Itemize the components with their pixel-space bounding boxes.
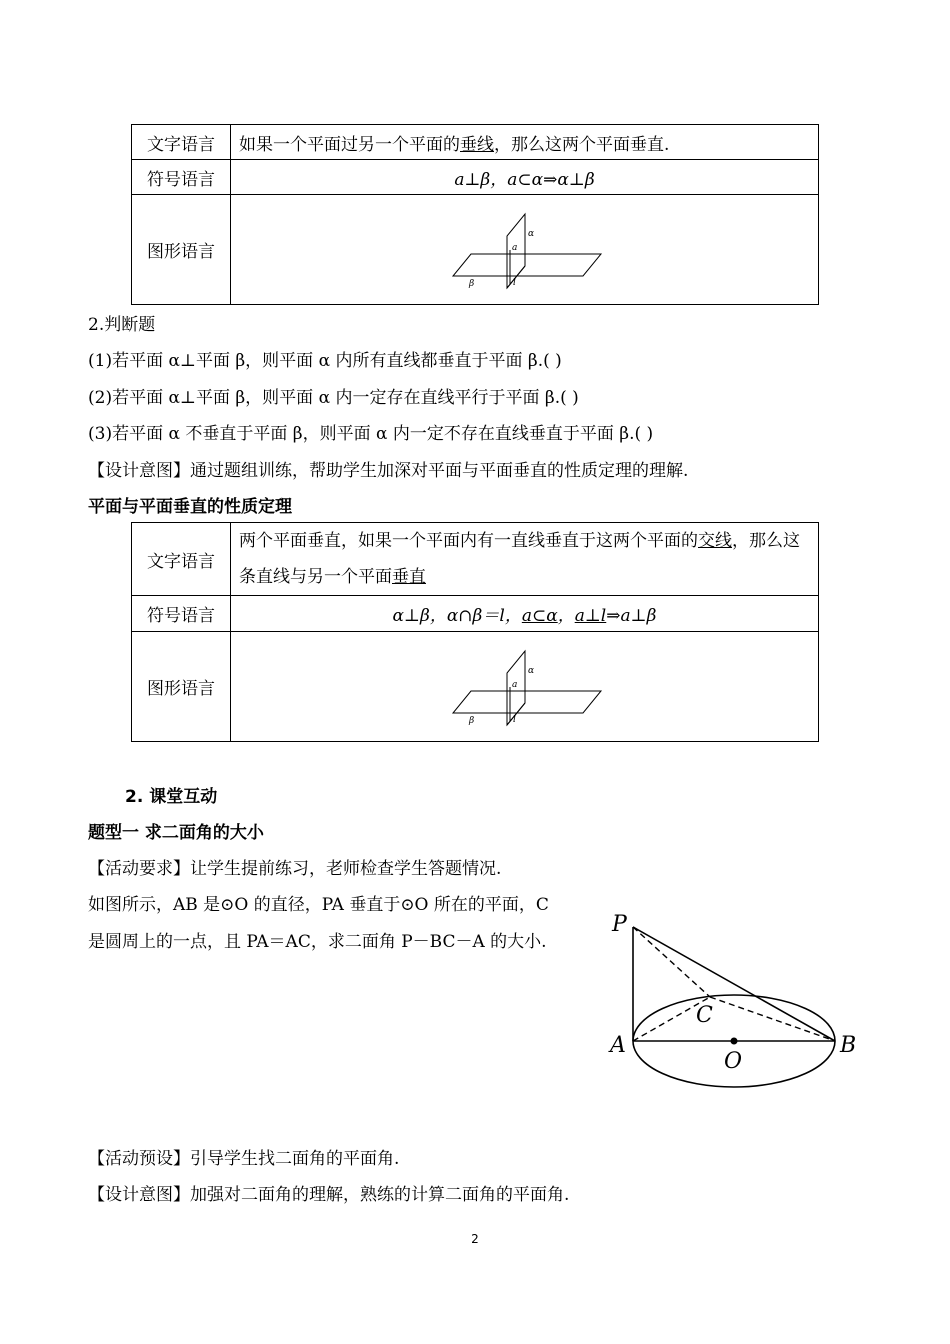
formula-underlined: a⊥l [574,606,607,626]
question-2: (2)若平面 α⊥平面 β，则平面 α 内一定存在直线平行于平面 β.( ) [88,388,579,408]
question-3: (3)若平面 α 不垂直于平面 β，则平面 α 内一定不存在直线垂直于平面 β.( ) [88,424,654,444]
text-part: 两个平面垂直，如果一个平面内有一直线垂直于这两个平面的 [239,531,698,551]
design-intent-2: 【设计意图】加强对二面角的理解，熟练的计算二面角的平面角. [88,1185,570,1205]
text-language-content [231,523,819,596]
section-title-judgement: 2.判断题 [88,315,156,335]
label-O: O [724,1049,743,1074]
design-intent-1: 【设计意图】通过题组训练，帮助学生加深对平面与平面垂直的性质定理的理解. [88,461,689,481]
page-number: 2 [471,1232,479,1246]
perpendicular-planes-figure [445,639,605,729]
activity-preset: 【活动预设】引导学生找二面角的平面角. [88,1149,400,1169]
class-interaction-heading: 2. 课堂互动 [125,787,218,807]
underlined-term: 垂直 [392,567,426,587]
perpendicular-planes-figure [445,202,605,292]
beta-label: β [468,279,474,289]
segment-bc [710,997,835,1041]
formula-part: ， [557,606,575,626]
label-symbol-language: 符号语言 [132,596,231,632]
label-P: P [612,912,627,937]
problem-line-2: 是圆周上的一点，且 PA＝AC，求二面角 P－BC－A 的大小. [88,932,547,952]
type1-title: 题型一 求二面角的大小 [88,823,264,843]
text-part: ，那么这条直线与另一个平面 [239,531,800,587]
cone-geometry-figure [600,905,870,1095]
formula-underlined: a⊂α [521,606,558,626]
label-A: A [610,1033,626,1058]
segment-pc [633,927,710,997]
plane-figure-cell [231,195,819,305]
alpha-label: α [527,229,534,239]
activity-requirement: 【活动要求】让学生提前练习，老师检查学生答题情况. [88,859,502,879]
label-B: B [840,1033,857,1058]
underlined-term: 线 [715,531,732,551]
theorem-title: 平面与平面垂直的性质定理 [88,497,292,517]
l-label: l [512,278,516,288]
symbol-formula [231,596,819,632]
label-symbol-language: 符号语言 [132,160,231,195]
theorem-table-1 [131,124,819,305]
problem-line-1: 如图所示，AB 是⊙O 的直径，PA 垂直于⊙O 所在的平面，C [88,895,549,915]
label-graphic-language: 图形语言 [132,632,231,742]
underlined-term: 垂线 [460,134,494,155]
text-part: ，那么这两个平面垂直. [494,134,670,155]
a-label: a [511,680,517,690]
plane-figure-cell [231,632,819,742]
question-1: (1)若平面 α⊥平面 β，则平面 α 内所有直线都垂直于平面 β.( ) [88,351,562,371]
theorem-table-2 [131,522,819,742]
beta-label: β [468,716,474,726]
a-label: a [511,243,517,253]
center-point [731,1038,738,1045]
underlined-term: 交 [698,531,715,551]
text-part: 如果一个平面过另一个平面的 [239,134,460,155]
text-language-content [231,125,819,160]
formula-part: ⇒a⊥β [606,606,657,626]
label-C: C [696,1003,713,1028]
formula-part: α⊥β，α∩β＝l， [392,606,522,626]
l-label: l [512,715,516,725]
label-graphic-language: 图形语言 [132,195,231,305]
label-text-language: 文字语言 [132,125,231,160]
alpha-label: α [527,666,534,676]
label-text-language: 文字语言 [132,523,231,596]
symbol-formula: a⊥β，a⊂α⇒α⊥β [231,160,819,195]
